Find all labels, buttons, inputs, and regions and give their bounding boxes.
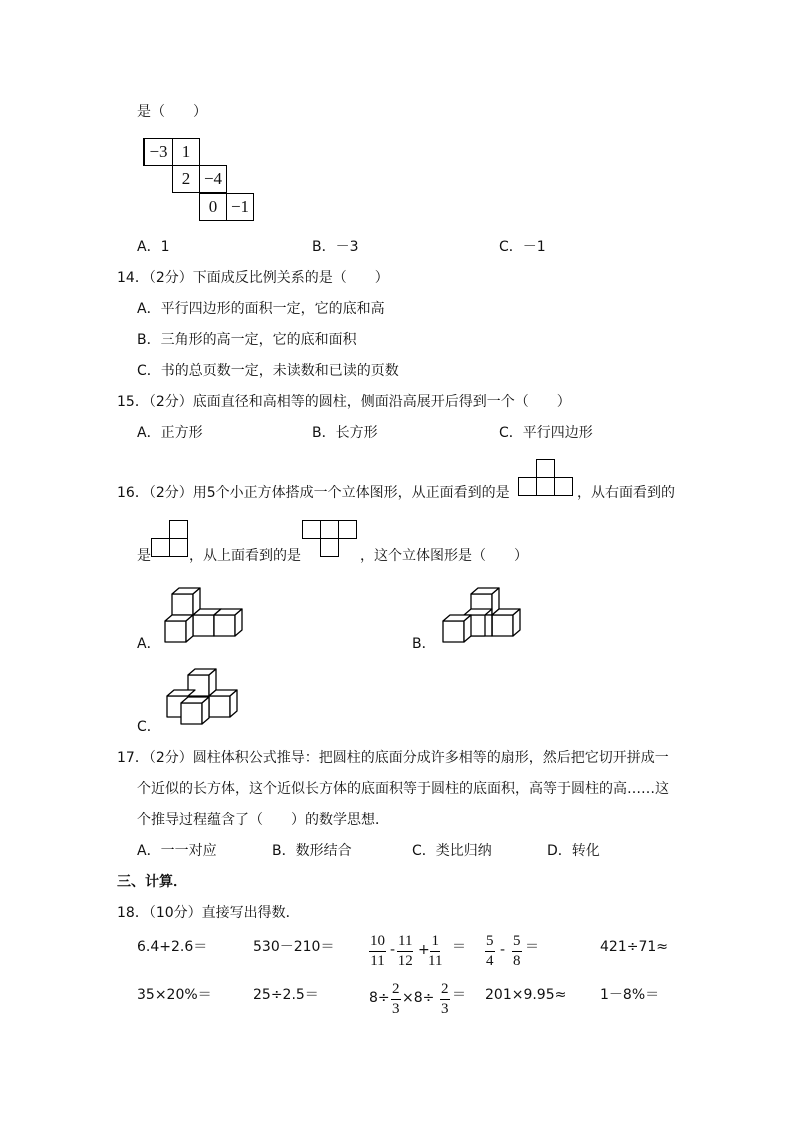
q17-stem-line2: 个近似的长方体，这个近似长方体的底面积等于圆柱的底面积，高等于圆柱的高……这 <box>137 781 669 797</box>
net-cell: −1 <box>226 193 254 221</box>
q15-option-a[interactable]: A．正方形 <box>137 425 203 441</box>
q14-stem: 14．（2分）下面成反比例关系的是（ ） <box>117 270 389 286</box>
net-cell: −3 <box>143 138 173 166</box>
fraction: $\frac{5}{8}$ <box>513 933 521 969</box>
fraction: $\frac{2}{3}$ <box>392 981 400 1017</box>
q17-stem-line1: 17．（2分）圆柱体积公式推导：把圆柱的底面分成许多相等的扇形，然后把它切开拼成一 <box>117 750 669 766</box>
operator: ＝ <box>452 939 466 955</box>
option-a-cube-figure <box>160 585 246 645</box>
option-b-cube-figure <box>438 585 524 645</box>
q16-stem-line2-end: ，这个立体图形是（ ） <box>360 548 528 564</box>
q16-stem-line2-start: 是 <box>137 548 151 564</box>
section-title: 三、计算． <box>117 874 187 890</box>
q16-option-b[interactable]: B． <box>412 636 436 652</box>
q17-option-d[interactable]: D．转化 <box>547 843 600 859</box>
option-c-cube-figure <box>163 666 243 728</box>
q18-stem: 18．（10分）直接写出得数． <box>117 905 300 921</box>
q13-stem-tail: 是（ ） <box>137 104 207 120</box>
calc-expression: 35×20%＝ <box>137 987 212 1003</box>
q15-stem: 15．（2分）底面直径和高相等的圆柱，侧面沿高展开后得到一个（ ） <box>117 394 571 410</box>
front-view-figure <box>518 458 574 496</box>
q17-option-b[interactable]: B．数形结合 <box>272 843 352 859</box>
q14-option-c[interactable]: C．书的总页数一定，未读数和已读的页数 <box>137 363 399 379</box>
calc-expression: 6.4+2.6＝ <box>137 939 208 955</box>
operator: ×8÷ <box>402 990 435 1006</box>
right-view-figure <box>151 519 189 557</box>
fraction: $\frac{11}{12}$ <box>397 933 413 969</box>
net-cell: −4 <box>199 165 227 193</box>
calc-expression: 530－210＝ <box>253 939 335 955</box>
cube-net-diagram <box>143 138 257 222</box>
top-view-figure <box>302 520 358 558</box>
operator: - <box>390 942 396 958</box>
net-cell: 0 <box>199 193 227 221</box>
q17-option-c[interactable]: C．类比归纳 <box>412 843 492 859</box>
calc-expression: 421÷71≈ <box>600 939 668 955</box>
q16-stem-line1: 16．（2分）用5个小正方体搭成一个立体图形，从正面看到的是 <box>117 485 510 501</box>
q15-option-c[interactable]: C．平行四边形 <box>499 425 593 441</box>
q14-option-a[interactable]: A．平行四边形的面积一定，它的底和高 <box>137 301 385 317</box>
fraction: $\frac{2}{3}$ <box>441 981 449 1017</box>
fraction: $\frac{5}{4}$ <box>486 933 494 969</box>
q13-option-b[interactable]: B．－3 <box>312 239 359 255</box>
q17-stem-line3: 个推导过程蕴含了（ ）的数学思想． <box>137 812 389 828</box>
operator: 8÷ <box>369 990 390 1006</box>
q17-option-a[interactable]: A．一一对应 <box>137 843 217 859</box>
calc-expression: 201×9.95≈ <box>485 987 567 1003</box>
fraction: $\frac{10}{11}$ <box>370 933 385 969</box>
calc-expression: 25÷2.5＝ <box>253 987 319 1003</box>
operator: ＝ <box>452 987 466 1003</box>
operator: - <box>500 942 506 958</box>
fraction: $\frac{1}{11}$ <box>428 933 443 969</box>
q13-option-c[interactable]: C．－1 <box>499 239 546 255</box>
q16-stem-line2-mid: ，从上面看到的是 <box>189 548 301 564</box>
q16-option-c[interactable]: C． <box>137 719 161 735</box>
q16-option-a[interactable]: A． <box>137 636 161 652</box>
q13-option-a[interactable]: A．1 <box>137 239 170 255</box>
net-cell: 1 <box>172 138 200 166</box>
calc-expression: 1－8%＝ <box>600 987 660 1003</box>
net-cell: 2 <box>172 165 200 193</box>
q15-option-b[interactable]: B．长方形 <box>312 425 378 441</box>
operator: + <box>418 942 430 958</box>
q16-stem-line1-end: ，从右面看到的 <box>577 485 675 501</box>
operator: ＝ <box>525 939 539 955</box>
q14-option-b[interactable]: B．三角形的高一定，它的底和面积 <box>137 332 357 348</box>
